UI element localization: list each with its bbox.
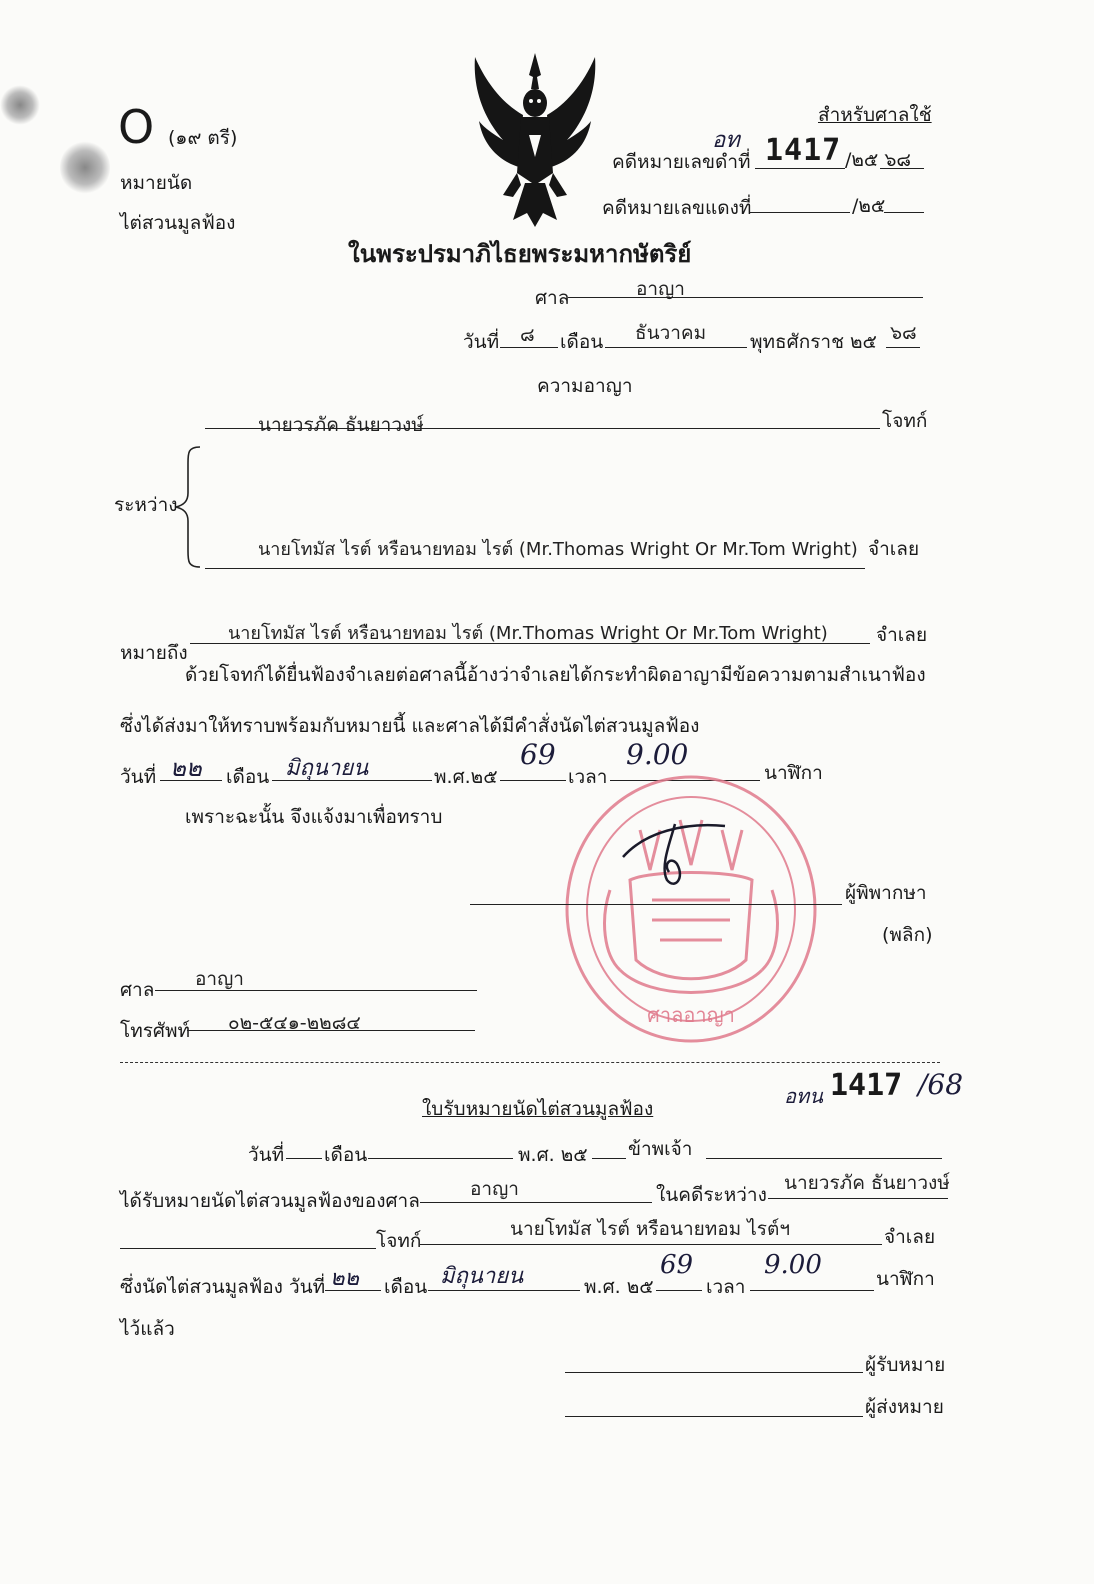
date-value: ๘ xyxy=(520,324,535,346)
black-case-prefix: อท xyxy=(712,128,740,153)
receipt-year-line xyxy=(592,1158,626,1159)
court-label: ศาล xyxy=(535,287,570,309)
hearing-time-value: 9.00 xyxy=(626,738,689,771)
plaintiff-line xyxy=(205,428,880,429)
summons-to-role: จำเลย xyxy=(876,624,928,646)
black-case-year: /๒๕ ๖๘ xyxy=(845,149,912,171)
form-mark: O xyxy=(118,100,155,154)
hearing-month-label: เดือน xyxy=(226,766,270,788)
plaintiff-name: นายวรภัค ธันยาวงษ์ xyxy=(258,414,424,436)
judge-line xyxy=(470,904,842,905)
receipt-date-line xyxy=(286,1158,322,1159)
receipt-hearing-time: 9.00 xyxy=(764,1250,822,1280)
case-type: ความอาญา xyxy=(537,375,633,397)
judge-label: ผู้พิพากษา xyxy=(845,882,927,904)
phone-value: ๐๒-๕๔๑-๒๒๘๔ xyxy=(228,1012,361,1034)
receiver-label: ผู้รับหมาย xyxy=(865,1354,946,1376)
receipt-hearing-year-line xyxy=(656,1290,702,1291)
receipt-hearing-hour-label: นาฬิกา xyxy=(876,1268,935,1290)
hearing-day-value: ๒๒ xyxy=(170,754,202,782)
receipt-hearing-label: ซึ่งนัดไต่สวนมูลฟ้อง วันที่ xyxy=(120,1276,326,1298)
black-case-year-line xyxy=(880,168,924,169)
receipt-hearing-month-label: เดือน xyxy=(384,1276,428,1298)
issuing-court-label: ศาล xyxy=(120,979,155,1001)
hole-punch-mark xyxy=(60,140,110,195)
hearing-hour-label: นาฬิกา xyxy=(764,762,823,784)
court-value: อาญา xyxy=(636,278,685,300)
hearing-year-label: พ.ศ.๒๕ xyxy=(434,766,498,788)
receipt-hearing-year-label: พ.ศ. ๒๕ xyxy=(584,1276,654,1298)
hearing-year-line xyxy=(500,780,566,781)
defendant-line xyxy=(205,568,865,569)
receipt-done-label: ไว้แล้ว xyxy=(120,1318,175,1340)
receipt-hearing-day: ๒๒ xyxy=(330,1266,360,1291)
form-subtitle: ไต่สวนมูลฟ้อง xyxy=(120,212,236,234)
receipt-month-label: เดือน xyxy=(324,1144,368,1166)
receipt-court-value: อาญา xyxy=(470,1178,519,1200)
receipt-hearing-year: 69 xyxy=(660,1250,694,1280)
receipt-case-number: 1417 xyxy=(830,1068,903,1103)
summons-body-2: ซึ่งได้ส่งมาให้ทราบพร้อมกับหมายนี้ และศาลได้มีคำสั่งนัดไต่สวนมูลฟ้อง xyxy=(120,715,700,737)
receipt-hearing-time-label: เวลา xyxy=(706,1276,746,1298)
hearing-year-value: 69 xyxy=(520,738,556,771)
red-case-line xyxy=(750,212,850,213)
turn-over-label: (พลิก) xyxy=(882,924,933,946)
receipt-self-label: ข้าพเจ้า xyxy=(628,1138,693,1160)
hole-punch-mark xyxy=(0,85,40,125)
receipt-case-year: /68 xyxy=(918,1068,964,1101)
receipt-court-line xyxy=(420,1202,652,1203)
defendant-label: จำเลย xyxy=(868,538,920,560)
receipt-hearing-month: มิถุนายน xyxy=(440,1264,524,1289)
black-case-line xyxy=(755,168,845,169)
black-case-number: 1417 xyxy=(765,133,842,168)
receipt-defendant-line xyxy=(420,1244,882,1245)
black-case-label: คดีหมายเลขดำที่ xyxy=(612,151,751,173)
court-seal-text: ศาลอาญา xyxy=(647,1003,735,1027)
be-label: พุทธศักราช ๒๕ xyxy=(750,331,877,353)
receipt-hearing-time-line xyxy=(750,1290,874,1291)
receipt-plaintiff-blank-line xyxy=(120,1248,376,1249)
month-value: ธันวาคม xyxy=(635,322,707,344)
be-value: ๖๘ xyxy=(890,322,917,344)
date-label: วันที่ xyxy=(463,331,500,353)
garuda-emblem-icon xyxy=(465,45,605,230)
closing-text: เพราะฉะนั้น จึงแจ้งมาเพื่อทราบ xyxy=(185,806,443,828)
receipt-plaintiff-line xyxy=(768,1198,948,1199)
summons-body-1: ด้วยโจทก์ได้ยื่นฟ้องจำเลยต่อศาลนี้อ้างว่าจำเลยได้กระทำผิดอาญามีข้อความตามสำเนาฟ้อง xyxy=(185,664,926,686)
red-case-year-line xyxy=(884,212,924,213)
summons-to-name: นายโทมัส ไรต์ หรือนายทอม ไรต์ (Mr.Thomas Wright Or Mr.Tom Wright) xyxy=(228,623,828,644)
receipt-defendant-label: จำเลย xyxy=(884,1226,936,1248)
red-case-label: คดีหมายเลขแดงที่ xyxy=(602,197,752,219)
receipt-year-label: พ.ศ. ๒๕ xyxy=(518,1144,588,1166)
summons-to-label: หมายถึง xyxy=(120,642,188,664)
receipt-between-label: ในคดีระหว่าง xyxy=(656,1184,767,1206)
court-line xyxy=(568,297,923,298)
phone-label: โทรศัพท์ xyxy=(120,1020,191,1042)
plaintiff-label: โจทก์ xyxy=(882,410,928,432)
receipt-self-line xyxy=(706,1158,942,1159)
between-label: ระหว่าง xyxy=(114,494,178,516)
receipt-case-prefix: อทน xyxy=(784,1084,823,1108)
hearing-day-label: วันที่ xyxy=(120,766,157,788)
receipt-received-label: ได้รับหมายนัดไต่สวนมูลฟ้องของศาล xyxy=(120,1190,420,1212)
receipt-month-line xyxy=(368,1158,513,1159)
receipt-defendant-name: นายโทมัส ไรต์ หรือนายทอม ไรต์ฯ xyxy=(510,1218,791,1240)
sender-signature-line xyxy=(565,1416,863,1417)
defendant-name: นายโทมัส ไรต์ หรือนายทอม ไรต์ (Mr.Thomas Wright Or Mr.Tom Wright) xyxy=(258,539,858,560)
receipt-date-label: วันที่ xyxy=(248,1144,285,1166)
sender-label: ผู้ส่งหมาย xyxy=(865,1396,944,1418)
receipt-title: ใบรับหมายนัดไต่สวนมูลฟ้อง xyxy=(422,1098,654,1120)
receiver-signature-line xyxy=(565,1372,863,1373)
receipt-plaintiff-name: นายวรภัค ธันยาวงษ์ xyxy=(784,1172,950,1194)
issuing-court-value: อาญา xyxy=(195,968,244,990)
receipt-plaintiff-label: โจทก์ xyxy=(376,1230,422,1252)
judge-signature-icon xyxy=(615,812,735,892)
form-number: (๑๙ ตรี) xyxy=(168,127,238,149)
hearing-month-value: มิถุนายน xyxy=(285,756,369,781)
month-label: เดือน xyxy=(560,331,604,353)
hearing-time-label: เวลา xyxy=(568,766,608,788)
court-use-label: สำหรับศาลใช้ xyxy=(818,104,932,126)
tear-off-line xyxy=(120,1062,940,1063)
royal-line: ในพระปรมาภิไธยพระมหากษัตริย์ xyxy=(348,240,692,268)
form-title: หมายนัด xyxy=(120,172,193,194)
red-case-year: /๒๕ xyxy=(852,195,886,217)
